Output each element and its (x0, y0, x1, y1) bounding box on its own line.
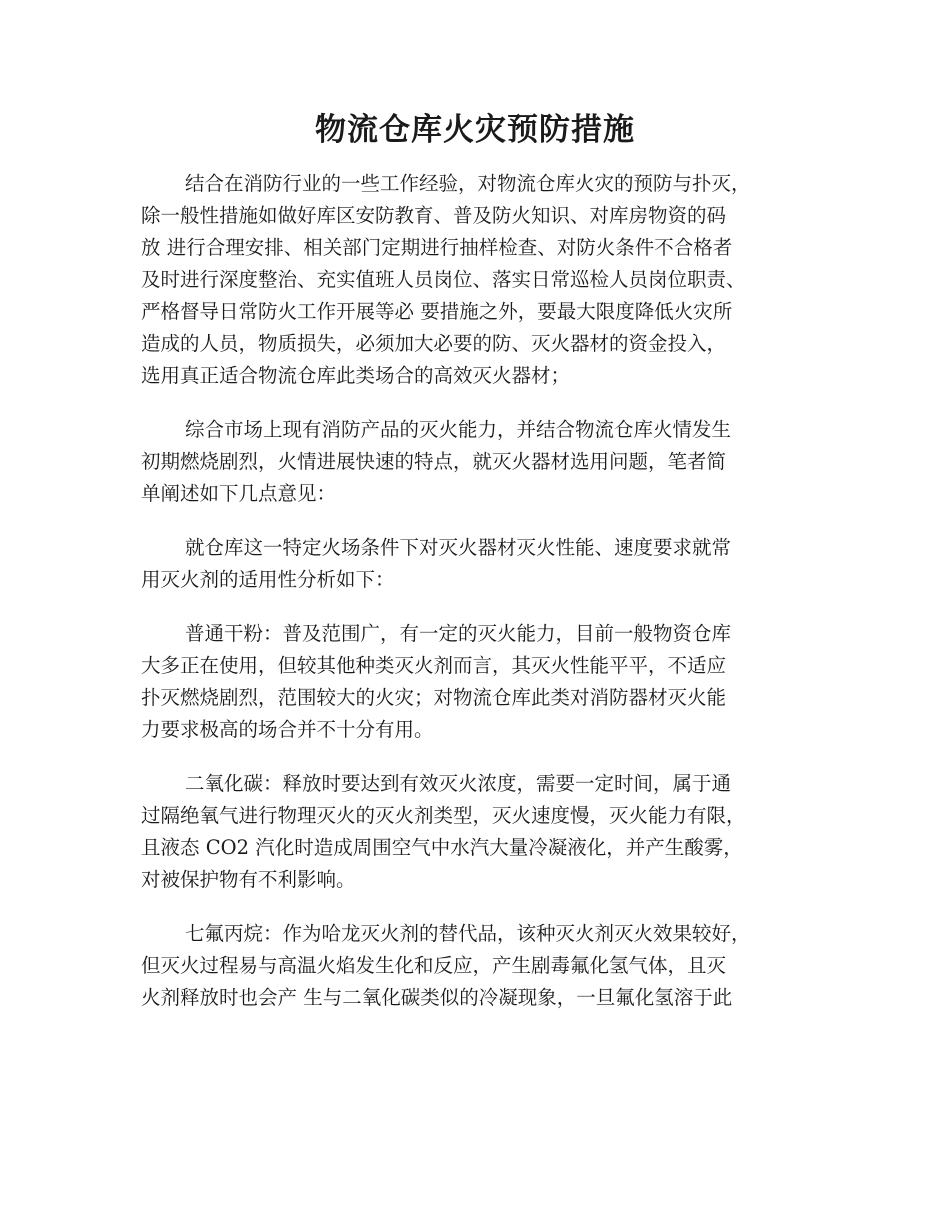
paragraph (141, 532, 811, 596)
paragraph-line: 大多正在使用，但较其他种类灭火剂而言，其灭火性能平平，不适应 (141, 654, 727, 677)
paragraph-line: 普通干粉：普及范围广，有一定的灭火能力，目前一般物资仓库 (185, 622, 732, 645)
paragraph-line: 初期燃烧剧烈，火情进展快速的特点，就灭火器材选用问题，笔者简 (141, 450, 727, 473)
paragraph (141, 618, 811, 746)
paragraph (141, 768, 811, 896)
paragraph-line: 除一般性措施如做好库区安防教育、普及防火知识、对库房物资的码 (141, 204, 727, 227)
paragraph-line: 结合在消防行业的一些工作经验，对物流仓库火灾的预防与扑灭， (185, 172, 751, 195)
paragraph-line: 扑灭燃烧剧烈，范围较大的火灾；对物流仓库此类对消防器材灭火能 (141, 686, 727, 709)
paragraph-line: 火剂释放时也会产 生与二氧化碳类似的冷凝现象，一旦氟化氢溶于此 (141, 986, 733, 1009)
paragraph-line: 严格督导日常防火工作开展等必 要措施之外，要最大限度降低火灾所 (141, 300, 733, 323)
paragraph-line: 及时进行深度整治、充实值班人员岗位、落实日常巡检人员岗位职责、 (141, 268, 746, 291)
paragraph-line: 放 进行合理安排、相关部门定期进行抽样检查、对防火条件不合格者 (141, 236, 733, 259)
paragraph-line: 就仓库这一特定火场条件下对灭火器材灭火性能、速度要求就常 (185, 536, 732, 559)
document-body (141, 168, 811, 1036)
paragraph-line: 过隔绝氧气进行物理灭火的灭火剂类型，灭火速度慢，灭火能力有限， (141, 804, 746, 827)
paragraph-line: 二氧化碳：释放时要达到有效灭火浓度，需要一定时间，属于通 (185, 772, 732, 795)
paragraph (141, 414, 811, 510)
paragraph (141, 168, 811, 392)
paragraph-line: 用灭火剂的适用性分析如下： (141, 568, 395, 591)
paragraph-line: 对被保护物有不利影响。 (141, 868, 356, 891)
paragraph-line: 力要求极高的场合并不十分有用。 (141, 718, 434, 741)
paragraph-line: 但灭火过程易与高温火焰发生化和反应，产生剧毒氟化氢气体，且灭 (141, 954, 727, 977)
paragraph-line: 且液态 CO2 汽化时造成周围空气中水汽大量冷凝液化，并产生酸雾， (141, 836, 743, 859)
document-title: 物流仓库火灾预防措施 (315, 112, 635, 148)
paragraph-line: 造成的人员，物质损失，必须加大必要的防、灭火器材的资金投入， (141, 332, 727, 355)
paragraph (141, 918, 811, 1014)
paragraph-line: 综合市场上现有消防产品的灭火能力，并结合物流仓库火情发生 (185, 418, 732, 441)
paragraph-line: 选用真正适合物流仓库此类场合的高效灭火器材； (141, 364, 571, 387)
paragraph-line: 七氟丙烷：作为哈龙灭火剂的替代品，该种灭火剂灭火效果较好， (185, 922, 751, 945)
paragraph-line: 单阐述如下几点意见： (141, 482, 337, 505)
